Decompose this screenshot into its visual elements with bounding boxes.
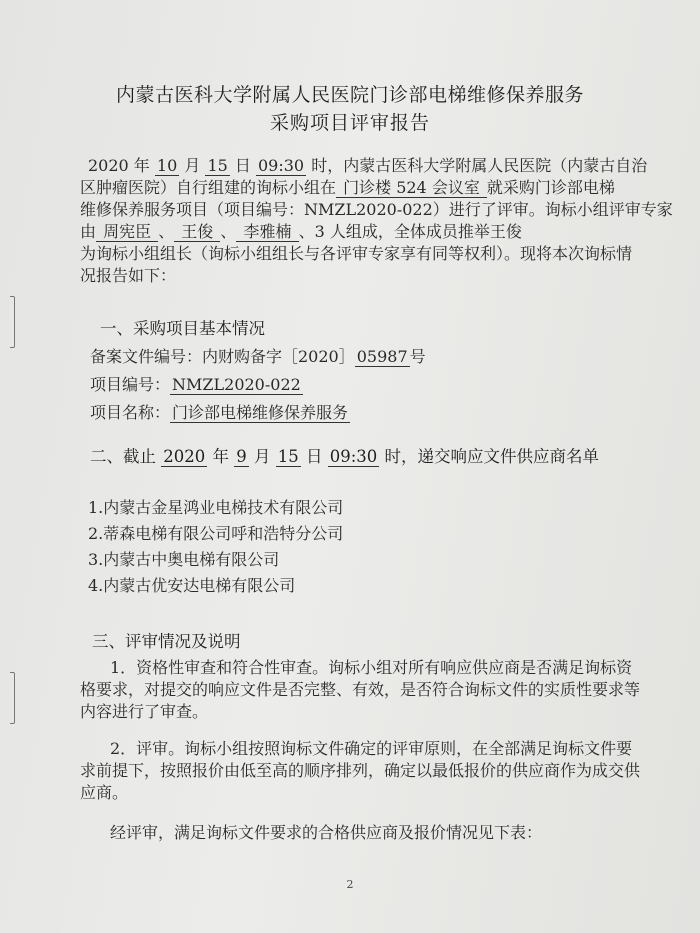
intro-line-3: 维修保养服务项目（项目编号：NMZL2020-022）进行了评审。询标小组评审专家 (80, 200, 673, 219)
intro-line-4: 由 周宪臣 、 王俊 、 李雅楠 、3 人组成，全体成员推举王俊 (80, 222, 522, 241)
document-title: 内蒙古医科大学附属人民医院门诊部电梯维修保养服务 (115, 84, 584, 106)
review-p2-line-2: 求前提下，按照报价由低至高的顺序排列，确定以最低报价的供应商作为成交供 (80, 761, 641, 780)
section-2-heading: 二、截止 2020 年 9 月 15 日 09:30 时，递交响应文件供应商名单 (90, 447, 600, 466)
project-name: 项目名称： 门诊部电梯维修保养服务 (90, 403, 349, 422)
review-paragraph-1 (80, 657, 640, 723)
binding-hole-mark (10, 296, 15, 348)
document-subtitle: 采购项目评审报告 (269, 112, 430, 134)
project-number: 项目编号： NMZL2020-022 (90, 375, 301, 394)
review-p1-line-1: 1．资格性审查和符合性审查。询标小组对所有响应供应商是否满足询标资 (110, 658, 633, 677)
binding-hole-mark (10, 672, 15, 724)
intro-line-6: 况报告如下： (80, 266, 177, 285)
review-p2-line-1: 2．评审。询标小组按照询标文件确定的评审原则，在全部满足询标文件要 (110, 739, 633, 758)
review-paragraph-2 (80, 738, 640, 804)
section-3-heading: 三、评审情况及说明 (92, 632, 241, 651)
intro-line-5: 为询标小组组长（询标小组组长与各评审专家享有同等权利）。现将本次询标情 (80, 244, 633, 263)
supplier-item: 4.内蒙古优安达电梯有限公司 (88, 576, 296, 595)
supplier-item: 3.内蒙古中奥电梯有限公司 (88, 550, 280, 569)
section-1-heading: 一、采购项目基本情况 (100, 319, 265, 338)
filing-number: 备案文件编号：内财购备字［2020］ 05987 号 (90, 347, 426, 366)
intro-line-1: 2020 年 10 月 15 日 09:30 时，内蒙古医科大学附属人民医院（内蒙古自治 (88, 156, 648, 175)
intro-line-2: 区肿瘤医院）自行组建的询标小组在 门诊楼 524 会议室 就采购门诊部电梯 (80, 178, 615, 197)
review-p2-line-3: 应商。 (80, 783, 129, 802)
intro-paragraph (80, 155, 673, 287)
supplier-item: 1.内蒙古金星鸿业电梯技术有限公司 (88, 498, 344, 517)
review-paragraph-3: 经评审，满足询标文件要求的合格供应商及报价情况见下表： (110, 823, 543, 842)
review-p1-line-3: 内容进行了审查。 (80, 702, 209, 721)
review-p1-line-2: 格要求，对提交的响应文件是否完整、有效，是否符合询标文件的实质性要求等 (80, 680, 641, 699)
page-number: 2 (346, 878, 354, 891)
supplier-item: 2.蒂森电梯有限公司呼和浩特分公司 (88, 524, 344, 543)
